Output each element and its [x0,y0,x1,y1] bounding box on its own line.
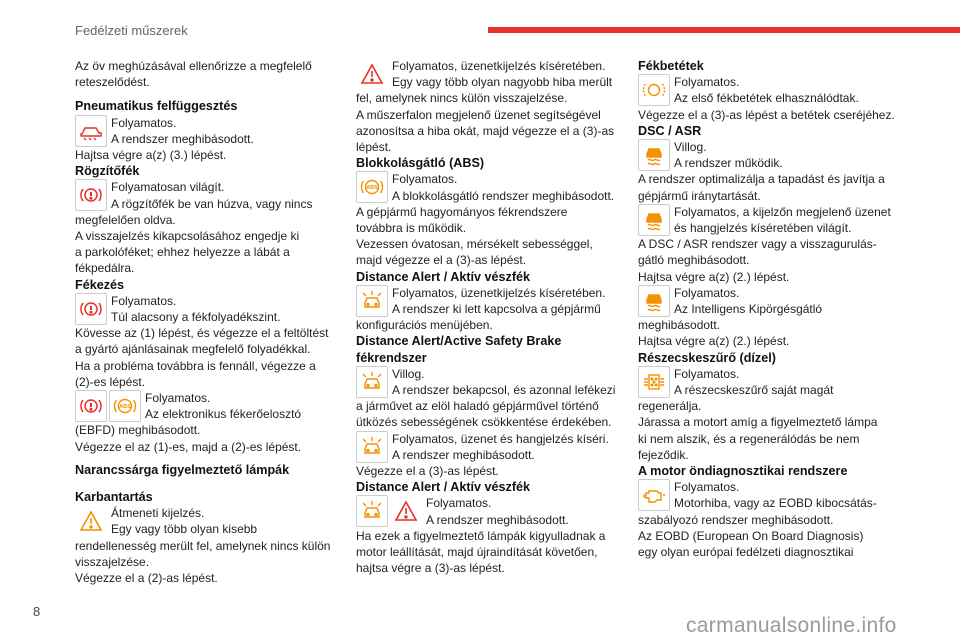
warning-triangle-icon [75,505,107,537]
icon-row [356,58,624,90]
text-line: Kövesse az (1) lépést, és végezze el a feltöltést [75,326,329,341]
section-title: Narancssárga figyelmeztető lámpák [75,462,290,477]
text-line: Folyamatos, üzenetkijelzés kíséretében. [392,285,606,300]
text-line: gépjármű iránytartását. [638,188,761,203]
text-line: A blokkolásgátló rendszer meghibásodott. [392,188,615,203]
svg-text:ABS: ABS [366,185,378,192]
text-line: A műszerfalon megjelenő üzenet segítségével [356,107,601,122]
icon-row [75,115,337,147]
text-line: Folyamatos. [674,480,740,495]
text-line: A DSC / ASR rendszer vagy a visszagurulás- [638,237,877,252]
distance-alert-icon [356,495,388,527]
text-line: A részecskeszűrő saját magát [674,383,834,398]
text-line: A rendszer bekapcsol, és azonnal lefékezi [392,383,616,398]
suspension-warning-icon [75,115,107,147]
icon-row [638,74,908,106]
text-line: majd végezze el a (3)-as lépést. [356,253,527,268]
section-title: Pneumatikus felfüggesztés [75,99,238,114]
text-line: (EBFD) meghibásodott. [75,423,201,438]
text-line: Az EOBD (European On Board Diagnosis) [638,528,864,543]
dsc-asr-icon [638,139,670,171]
warning-triangle-icon [390,495,422,527]
text-line: meghibásodott. [638,318,721,333]
column-1 [75,58,337,586]
text-line: szabályozó rendszer meghibásodott. [638,512,834,527]
text-line: Az elektronikus fékerőelosztó [145,407,302,422]
text-line: Folyamatos. [674,366,740,381]
brake-pads-icon [638,74,670,106]
text-line: Végezze el a (2)-as lépést. [75,571,218,586]
text-line: A rendszer meghibásodott. [111,131,254,146]
section-title: fékrendszer [356,350,427,365]
text-line: a gyártó ajánlásainak megfelelő folyadékkal. [75,342,311,357]
icon-row [356,431,624,463]
text-line: Folyamatos, a kijelzőn megjelenő üzenet [674,204,891,219]
svg-text:ABS: ABS [119,404,131,411]
text-line: A rendszer optimalizálja a tapadást és javítja a [638,172,885,187]
icon-row [638,366,908,398]
text-line: Folyamatos, üzenetkijelzés kíséretében. [392,59,606,73]
intelligent-traction-icon [638,285,670,317]
section-title: Részecskeszűrő (dízel) [638,350,776,365]
intro-text: Az öv meghúzásával ellenőrizze a megfelelő reteszelődést. [75,59,312,90]
text-line: A rendszer meghibásodott. [392,447,535,462]
abs-icon [109,390,141,422]
abs-icon [356,171,388,203]
text-line: Folyamatos, üzenet és hangjelzés kíséri. [392,431,609,446]
text-line: Folyamatos. [674,75,740,90]
text-line: azonosítsa a hiba okát, majd végezze el a (3)-as [356,123,615,138]
section-title: Distance Alert / Aktív vészfék [356,480,531,495]
icon-row [356,366,624,398]
distance-alert-icon [356,366,388,398]
text-line: lépést. [356,140,392,155]
icon-row [356,285,624,317]
icon-row [75,390,337,422]
text-line: A rendszer meghibásodott. [426,512,569,527]
text-line: egy olyan európai fedélzeti diagnosztikai [638,545,854,560]
icon-row [356,171,624,203]
text-line: ütközés sebességének csökkentése érdekében. [356,415,612,430]
section-title: Fékezés [75,277,125,292]
warning-triangle-icon [356,58,388,90]
text-line: gátló meghibásodott. [638,253,750,268]
text-line: Villog. [392,366,425,381]
text-line: fel, amelynek nincs külön visszajelzése. [356,91,568,106]
text-line: Járassa a motort amíg a figyelmeztető lámpa [638,415,878,430]
brake-warning-icon [75,390,107,422]
column-2 [356,58,624,577]
parking-brake-icon [75,179,107,211]
section-title: Blokkolásgátló (ABS) [356,156,485,171]
text-line: megfelelően oldva. [75,212,176,227]
text-line: és hangjelzés kíséretében világít. [674,221,852,236]
icon-row [75,179,337,211]
text-line: a parkolóféket; ehhez helyezze a lábát a [75,245,290,260]
text-line: Folyamatos. [111,293,177,308]
section-title: Fékbetétek [638,59,704,73]
header-accent-bar [488,27,960,33]
text-line: Folyamatos. [145,391,211,406]
text-line: Egy vagy több olyan nagyobb hiba merült [392,75,613,90]
watermark: carmanualsonline.info [686,614,897,637]
text-line: Végezze el a (3)-as lépést a betétek cseréjéhez. [638,107,895,122]
text-line: fékpedálra. [75,261,135,276]
section-title: Karbantartás [75,490,153,505]
text-line: továbbra is működik. [356,221,467,236]
text-line: Hajtsa végre a(z) (2.) lépést. [638,269,790,284]
page-number: 8 [33,604,41,619]
text-line: ki nem alszik, és a regenerálódás be nem [638,431,860,446]
section-title: Distance Alert / Aktív vészfék [356,269,531,284]
icon-row [638,285,908,317]
icon-row [75,505,337,537]
dsc-asr-icon [638,204,670,236]
column-3 [638,58,908,560]
text-line: Folyamatos. [426,496,492,511]
text-line: Folyamatos. [674,285,740,300]
text-line: Motorhiba, vagy az EOBD kibocsátás- [674,496,877,511]
icon-row [638,139,908,171]
text-line: Folyamatos. [392,172,458,187]
icon-row [75,293,337,325]
text-line: Folyamatosan világít. [111,180,225,195]
text-line: regenerálja. [638,399,702,414]
section-title: Rögzítőfék [75,164,140,179]
section-title: Distance Alert/Active Safety Brake [356,334,562,349]
text-line: visszajelzése. [75,554,150,569]
text-line: A rendszer ki lett kapcsolva a gépjármű [392,302,601,317]
text-line: motor leállítását, majd újraindítását követően, [356,545,598,560]
header-title: Fedélzeti műszerek [75,23,188,38]
distance-alert-icon [356,285,388,317]
text-line: Végezze el a (3)-as lépést. [356,464,499,479]
section-title: DSC / ASR [638,123,702,138]
icon-row [638,204,908,236]
text-line: Túl alacsony a fékfolyadékszint. [111,310,281,325]
text-line: Ha a probléma továbbra is fennáll, végezze a [75,358,316,373]
text-line: (2)-es lépést. [75,374,146,389]
text-line: konfigurációs menüjében. [356,318,493,333]
section-title: A motor öndiagnosztikai rendszere [638,464,848,479]
distance-alert-icon [356,431,388,463]
engine-diagnosis-icon [638,479,670,511]
text-line: Az Intelligens Kipörgésgátló [674,302,823,317]
text-line: Az első fékbetétek elhasználódtak. [674,91,859,106]
text-line: Villog. [674,140,707,155]
icon-row [356,495,624,527]
text-line: Végezze el az (1)-es, majd a (2)-es lépést. [75,439,302,454]
text-line: hajtsa végre a (3)-as lépést. [356,561,505,576]
text-line: rendellenesség merült fel, amelynek nincs külön [75,538,331,553]
text-line: Ha ezek a figyelmeztető lámpák kigyulladnak a [356,528,606,543]
text-line: Hajtsa végre a(z) (3.) lépést. [75,148,227,163]
text-line: fejeződik. [638,447,689,462]
text-line: A gépjármű hagyományos fékrendszere [356,204,568,219]
text-line: Átmeneti kijelzés. [111,506,205,521]
brake-warning-icon [75,293,107,325]
text-line: A visszajelzés kikapcsolásához engedje ki [75,229,300,244]
text-line: A rendszer működik. [674,156,783,171]
text-line: Folyamatos. [111,115,177,130]
text-line: Egy vagy több olyan kisebb [111,522,258,537]
particle-filter-icon [638,366,670,398]
text-line: A rögzítőfék be van húzva, vagy nincs [111,196,313,211]
text-line: Vezessen óvatosan, mérsékelt sebességgel, [356,237,593,252]
icon-row [638,479,908,511]
text-line: a járművet az elöl haladó gépjárművel történő [356,399,599,414]
text-line: Hajtsa végre a(z) (2.) lépést. [638,334,790,349]
